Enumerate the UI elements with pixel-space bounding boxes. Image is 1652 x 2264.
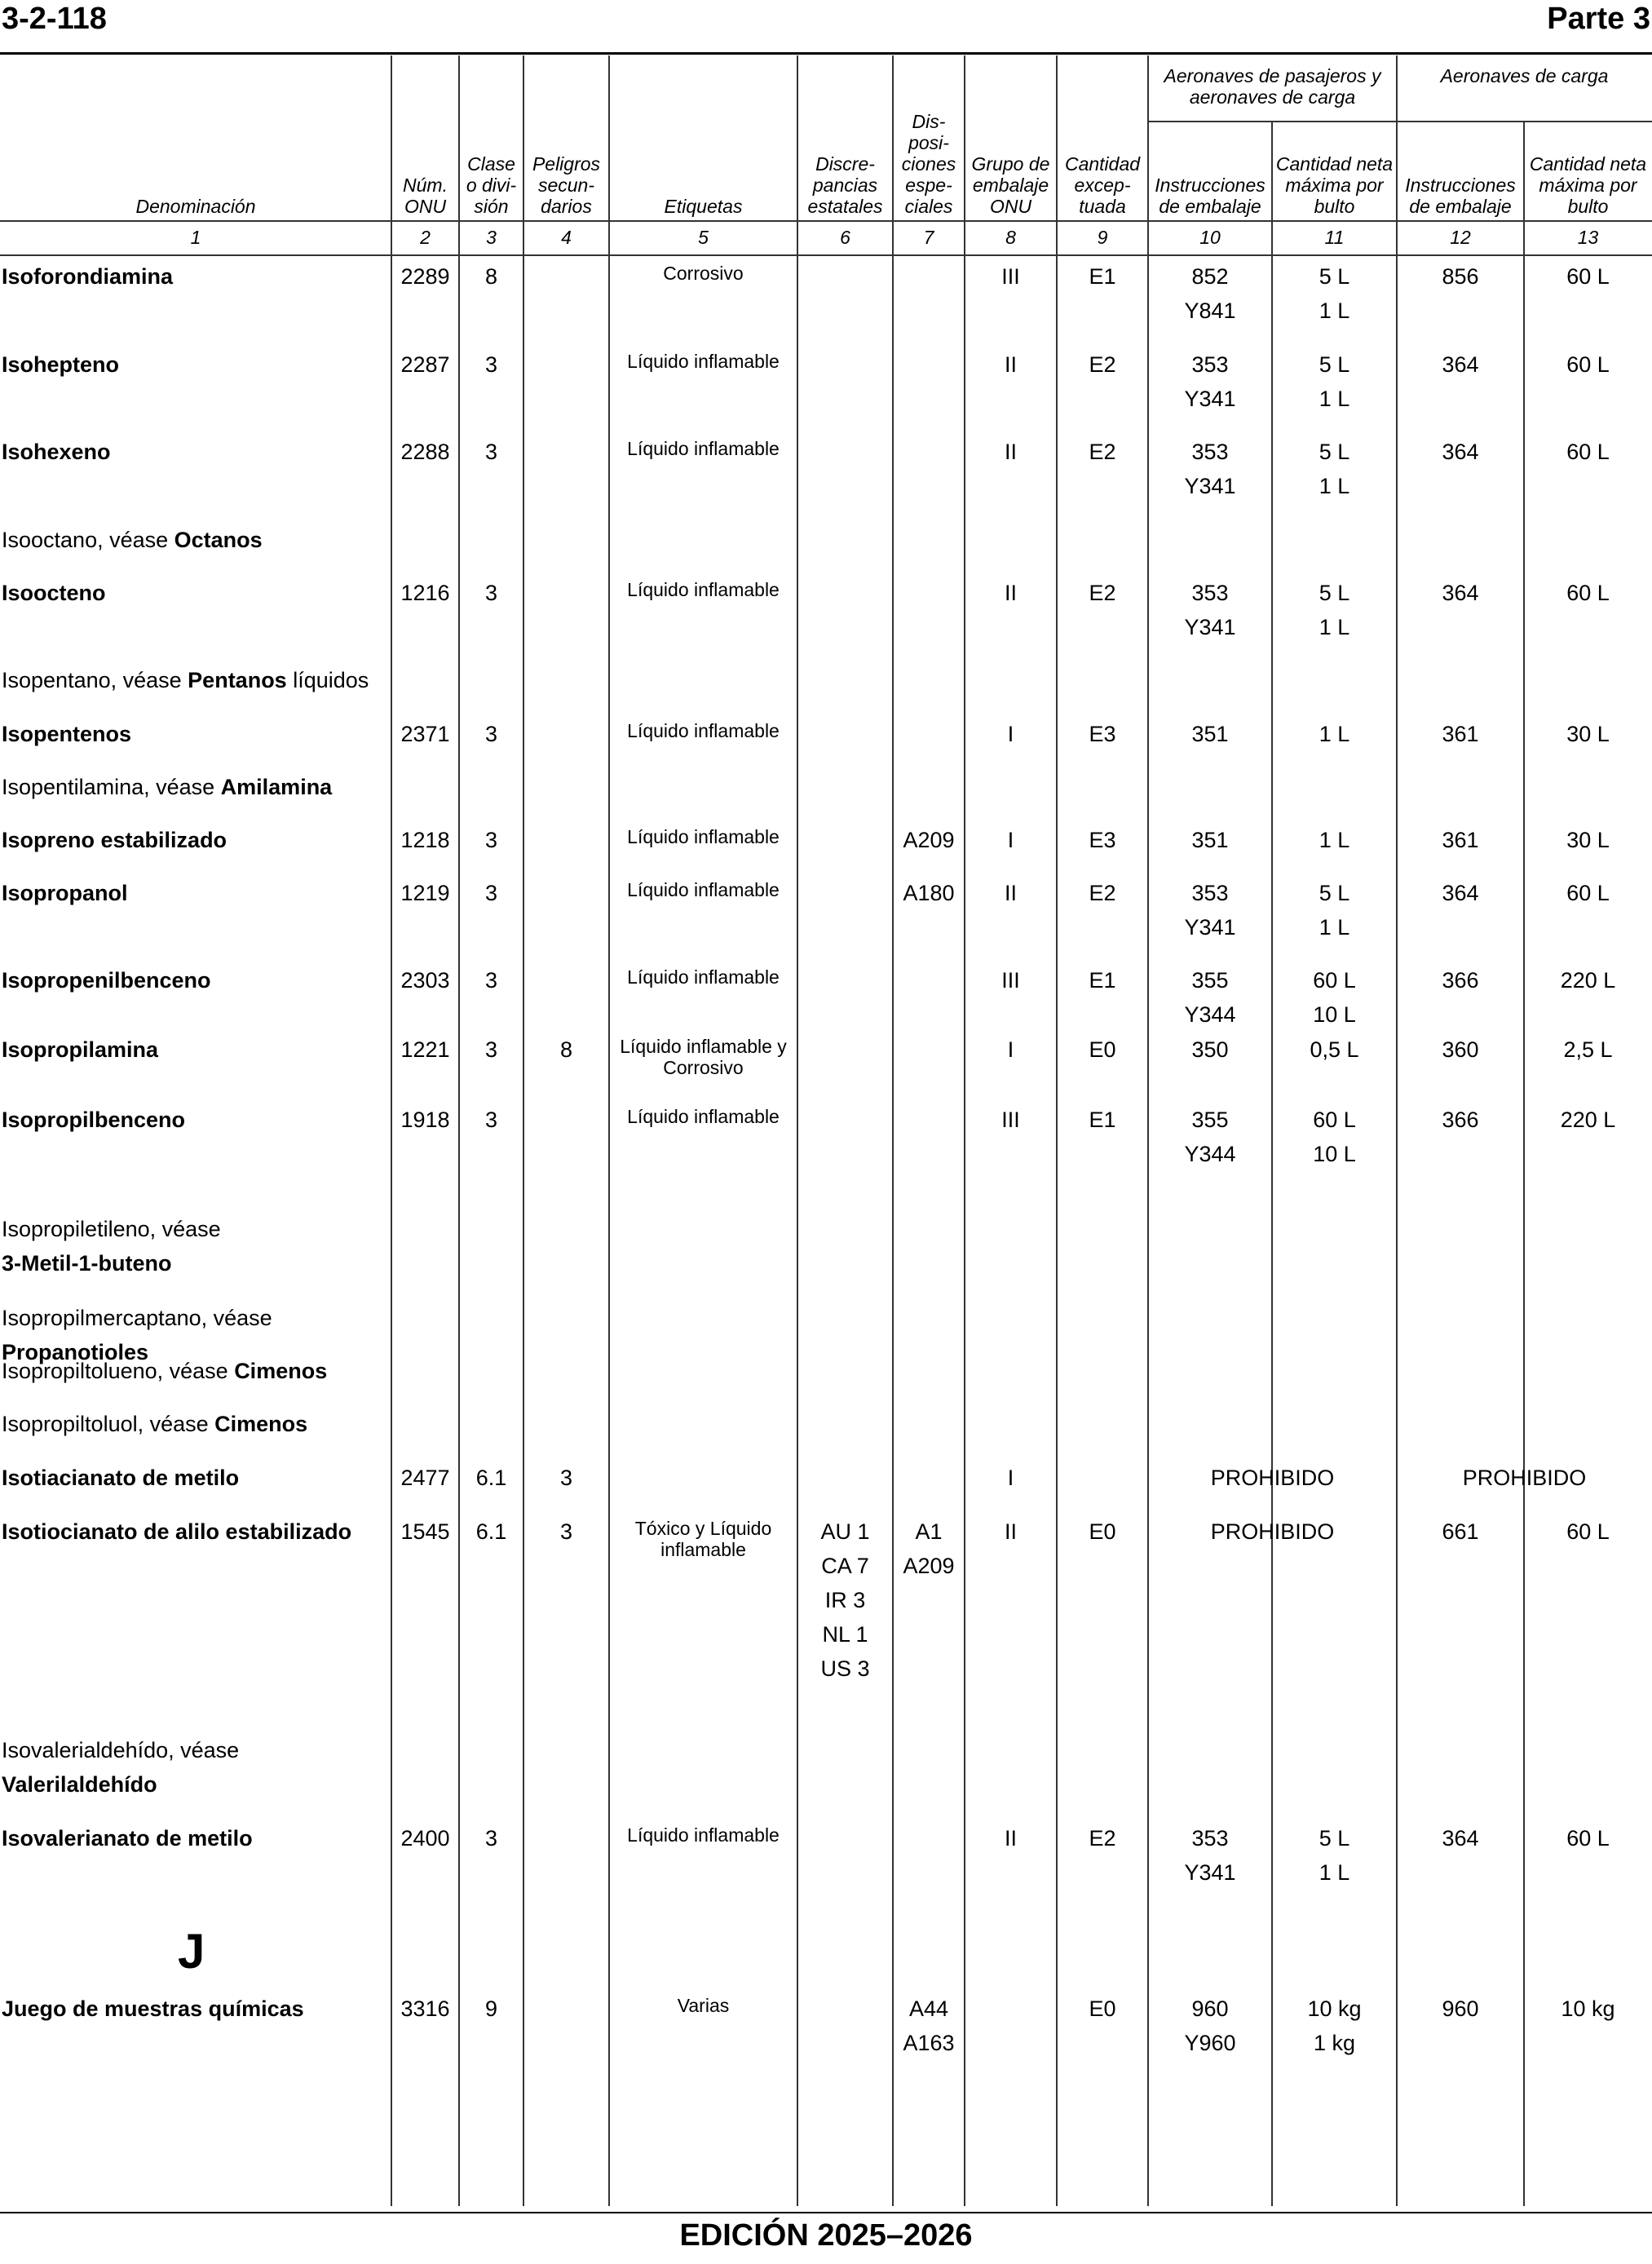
un-number: 1218	[400, 828, 450, 852]
part-title: Parte 3	[1547, 2, 1650, 36]
column-divider	[1147, 55, 1149, 2206]
packing-instruction-passenger: Y841	[1184, 298, 1236, 323]
max-quantity-passenger: 1 L	[1319, 722, 1350, 746]
packing-instruction-passenger: Y344	[1184, 1002, 1236, 1027]
max-quantity-cargo: 60 L	[1566, 881, 1610, 905]
max-quantity-passenger: 1 L	[1319, 615, 1350, 639]
cross-reference-text: Isopropiletileno, véase	[2, 1217, 221, 1241]
column-number: 9	[1097, 227, 1108, 248]
packing-group: I	[1007, 1037, 1014, 1062]
max-quantity-cargo: 30 L	[1566, 828, 1610, 852]
class-division: 3	[484, 722, 498, 746]
packing-instruction-cargo: 960	[1442, 1996, 1479, 2021]
excepted-quantity: E1	[1089, 264, 1116, 289]
header-cantidad-exceptuada: Cantidad excep- tuada	[1064, 153, 1141, 217]
cross-reference-target: Valerilaldehído	[2, 1772, 157, 1797]
column-divider	[608, 55, 610, 2206]
un-number: 1918	[400, 1108, 450, 1132]
column-number: 6	[840, 227, 850, 248]
max-quantity-passenger: 5 L	[1319, 881, 1350, 905]
column-number: 1	[190, 227, 201, 248]
class-division: 3	[484, 1826, 498, 1851]
packing-instruction-cargo: 366	[1442, 1108, 1479, 1132]
cross-reference	[2, 663, 980, 697]
column-number: 13	[1577, 227, 1599, 248]
un-number: 1545	[400, 1519, 450, 1544]
column-number: 11	[1324, 227, 1345, 248]
header-bottom-line	[0, 220, 1652, 222]
excepted-quantity: E3	[1089, 828, 1116, 852]
special-provision: A1	[915, 1519, 943, 1544]
hazard-labels: Líquido inflamable	[627, 879, 780, 900]
un-number: 1216	[400, 581, 450, 605]
entry-name: Isohepteno	[2, 352, 120, 377]
max-quantity-passenger: 5 L	[1319, 440, 1350, 464]
packing-instruction-cargo: 364	[1442, 881, 1479, 905]
excepted-quantity: E2	[1089, 581, 1116, 605]
max-quantity-passenger: 5 L	[1319, 1826, 1350, 1851]
packing-instruction-passenger: 355	[1191, 968, 1229, 993]
excepted-quantity: E2	[1089, 1826, 1116, 1851]
entry-name: Isotiacianato de metilo	[2, 1466, 240, 1490]
group-header-passenger: Aeronaves de pasajeros y aeronaves de carga	[1164, 65, 1381, 108]
excepted-quantity: E0	[1089, 1996, 1116, 2021]
header-num-onu: Núm. ONU	[403, 175, 448, 217]
packing-instruction-cargo: 360	[1442, 1037, 1479, 1062]
entry-name: Isoforondiamina	[2, 264, 174, 289]
packing-instruction-passenger: Y960	[1184, 2031, 1236, 2055]
state-variation: US 3	[820, 1656, 870, 1681]
max-quantity-cargo: 220 L	[1560, 1108, 1616, 1132]
header-cantidad-cargo: Cantidad neta máxima por bulto	[1529, 153, 1647, 217]
cross-reference-target: Octanos	[174, 528, 263, 552]
column-divider	[797, 55, 798, 2206]
excepted-quantity: E3	[1089, 722, 1116, 746]
special-provision: A180	[903, 881, 955, 905]
header-etiquetas: Etiquetas	[664, 196, 743, 217]
header-peligros: Peligros secun- darios	[532, 153, 601, 217]
packing-group: II	[1004, 581, 1017, 605]
excepted-quantity: E2	[1089, 440, 1116, 464]
special-provision: A209	[903, 828, 955, 852]
subsidiary-hazard: 3	[559, 1519, 573, 1544]
page-header	[0, 0, 1652, 54]
cross-reference	[2, 523, 980, 557]
packing-instruction-passenger: 351	[1191, 722, 1229, 746]
max-quantity-passenger: 10 kg	[1307, 1996, 1362, 2021]
packing-instruction-passenger: 351	[1191, 828, 1229, 852]
max-quantity-cargo: 2,5 L	[1563, 1037, 1613, 1062]
state-variation: IR 3	[824, 1588, 866, 1612]
column-divider	[1396, 55, 1398, 2206]
packing-group: I	[1007, 1466, 1014, 1490]
packing-instruction-cargo: 364	[1442, 1826, 1479, 1851]
packing-instruction-cargo: 661	[1442, 1519, 1479, 1544]
packing-instruction-cargo: 361	[1442, 722, 1479, 746]
entry-name: Isopropenilbenceno	[2, 968, 211, 993]
column-divider	[892, 55, 894, 2206]
entry-name: Isoocteno	[2, 581, 106, 605]
entry-name: Isovalerianato de metilo	[2, 1826, 253, 1851]
cross-reference-text: Isooctano, véase	[2, 528, 174, 552]
excepted-quantity: E0	[1089, 1519, 1116, 1544]
state-variation: CA 7	[821, 1554, 869, 1578]
cross-reference-target: Propanotioles	[2, 1340, 149, 1364]
cross-reference-text: Isopropiltolueno, véase	[2, 1359, 235, 1383]
excepted-quantity: E2	[1089, 352, 1116, 377]
class-division: 6.1	[475, 1519, 507, 1544]
cross-reference-target: Amilamina	[220, 775, 333, 799]
cross-reference-text: Isopentilamina, véase	[2, 775, 221, 799]
max-quantity-passenger: 1 L	[1319, 1860, 1350, 1885]
max-quantity-cargo: 60 L	[1566, 440, 1610, 464]
packing-instruction-cargo: 364	[1442, 581, 1479, 605]
cross-reference	[2, 1407, 980, 1441]
cross-reference-text: Isovalerialdehído, véase	[2, 1738, 240, 1762]
class-division: 3	[484, 1037, 498, 1062]
max-quantity-passenger: 1 kg	[1313, 2031, 1356, 2055]
entry-name: Isopropilamina	[2, 1037, 159, 1062]
class-division: 3	[484, 828, 498, 852]
edition-footer: EDICIÓN 2025–2026	[679, 2218, 973, 2253]
header-rule	[0, 52, 1652, 55]
header-cantidad-pax: Cantidad neta máxima por bulto	[1275, 153, 1394, 217]
packing-group: II	[1004, 881, 1017, 905]
packing-instruction-passenger: Y344	[1184, 1142, 1236, 1166]
column-number-line	[0, 254, 1652, 256]
un-number: 1221	[400, 1037, 450, 1062]
state-variation: AU 1	[820, 1519, 870, 1544]
packing-instruction-passenger: Y341	[1184, 1860, 1236, 1885]
page-number: 3-2-118	[2, 2, 107, 36]
column-divider	[458, 55, 460, 2206]
hazard-labels: Varias	[677, 1995, 730, 2016]
max-quantity-cargo: 60 L	[1566, 264, 1610, 289]
entry-name: Isotiocianato de alilo estabilizado	[2, 1519, 352, 1544]
max-quantity-passenger: 1 L	[1319, 298, 1350, 323]
max-quantity-cargo: 60 L	[1566, 1519, 1610, 1544]
un-number: 2288	[400, 440, 450, 464]
packing-instruction-passenger: 355	[1191, 1108, 1229, 1132]
packing-instruction-passenger: Y341	[1184, 615, 1236, 639]
excepted-quantity: E2	[1089, 881, 1116, 905]
packing-group: III	[1001, 264, 1020, 289]
cross-reference-text: Isopentano, véase	[2, 668, 188, 692]
un-number: 1219	[400, 881, 450, 905]
cross-reference-target: Cimenos	[234, 1359, 328, 1383]
max-quantity-passenger: 1 L	[1319, 387, 1350, 411]
packing-group: III	[1001, 968, 1020, 993]
class-division: 8	[484, 264, 498, 289]
packing-instruction-cargo: 856	[1442, 264, 1479, 289]
column-number: 5	[698, 227, 709, 248]
hazard-labels: Líquido inflamable	[627, 720, 780, 741]
hazard-labels: Corrosivo	[663, 263, 744, 284]
un-number: 2287	[400, 352, 450, 377]
max-quantity-cargo: 30 L	[1566, 722, 1610, 746]
hazard-labels: Líquido inflamable	[627, 1824, 780, 1846]
un-number: 2371	[400, 722, 450, 746]
section-letter: J	[178, 1924, 205, 1979]
prohibited-cargo: PROHIBIDO	[1462, 1466, 1587, 1490]
packing-group: III	[1001, 1108, 1020, 1132]
packing-instruction-cargo: 364	[1442, 352, 1479, 377]
cross-reference	[2, 770, 980, 804]
hazard-labels: Líquido inflamable	[627, 966, 780, 988]
subsidiary-hazard: 8	[559, 1037, 573, 1062]
column-divider	[1523, 121, 1525, 2206]
packing-instruction-cargo: 364	[1442, 440, 1479, 464]
max-quantity-passenger: 5 L	[1319, 264, 1350, 289]
header-disposiciones: Dis- posi- ciones espe- ciales	[901, 111, 956, 217]
hazard-labels: Líquido inflamable y Corrosivo	[620, 1036, 787, 1078]
group-header-cargo: Aeronaves de carga	[1440, 65, 1609, 86]
un-number: 2289	[400, 264, 450, 289]
column-number: 10	[1199, 227, 1221, 248]
column-divider	[523, 55, 524, 2206]
packing-group: II	[1004, 440, 1017, 464]
header-discrepancias: Discre- pancias estatales	[807, 153, 883, 217]
header-grupo-embalaje: Grupo de embalaje ONU	[971, 153, 1050, 217]
packing-instruction-passenger: 353	[1191, 440, 1229, 464]
max-quantity-passenger: 60 L	[1313, 1108, 1356, 1132]
max-quantity-passenger: 5 L	[1319, 581, 1350, 605]
special-provision: A209	[903, 1554, 955, 1578]
column-number: 4	[561, 227, 572, 248]
entry-name: Isopropilbenceno	[2, 1108, 186, 1132]
class-division: 3	[484, 581, 498, 605]
prohibited-passenger: PROHIBIDO	[1210, 1466, 1335, 1490]
packing-instruction-passenger: 353	[1191, 352, 1229, 377]
subsidiary-hazard: 3	[559, 1466, 573, 1490]
packing-instruction-passenger: Y341	[1184, 474, 1236, 498]
packing-instruction-passenger: 852	[1191, 264, 1229, 289]
header-instrucciones-pax: Instrucciones de embalaje	[1155, 175, 1266, 217]
entry-name: Isopentenos	[2, 722, 132, 746]
hazard-labels: Líquido inflamable	[627, 438, 780, 459]
column-number: 7	[923, 227, 934, 248]
column-number: 3	[486, 227, 497, 248]
prohibited-passenger: PROHIBIDO	[1210, 1519, 1335, 1544]
column-divider	[964, 55, 965, 2206]
un-number: 3316	[400, 1996, 450, 2021]
entry-name: Isohexeno	[2, 440, 111, 464]
entry-name: Juego de muestras químicas	[2, 1996, 304, 2021]
hazard-labels: Líquido inflamable	[627, 579, 780, 600]
packing-instruction-cargo: 361	[1442, 828, 1479, 852]
packing-instruction-passenger: 353	[1191, 581, 1229, 605]
group-header-divider	[1148, 121, 1652, 122]
max-quantity-cargo: 60 L	[1566, 1826, 1610, 1851]
max-quantity-cargo: 220 L	[1560, 968, 1616, 993]
class-division: 3	[484, 440, 498, 464]
cross-reference-suffix: líquidos	[286, 668, 369, 692]
hazard-labels: Líquido inflamable	[627, 1106, 780, 1127]
packing-group: II	[1004, 1519, 1017, 1544]
column-number: 8	[1005, 227, 1016, 248]
class-division: 9	[484, 1996, 498, 2021]
class-division: 3	[484, 1108, 498, 1132]
packing-instruction-passenger: 350	[1191, 1037, 1229, 1062]
entry-name: Isopreno estabilizado	[2, 828, 227, 852]
excepted-quantity: E0	[1089, 1037, 1116, 1062]
hazard-labels: Líquido inflamable	[627, 351, 780, 372]
excepted-quantity: E1	[1089, 968, 1116, 993]
hazard-labels: Líquido inflamable	[627, 826, 780, 847]
state-variation: NL 1	[822, 1622, 868, 1647]
max-quantity-passenger: 60 L	[1313, 968, 1356, 993]
special-provision: A163	[903, 2031, 955, 2055]
max-quantity-cargo: 10 kg	[1561, 1996, 1615, 2021]
max-quantity-passenger: 1 L	[1319, 474, 1350, 498]
max-quantity-passenger: 0,5 L	[1310, 1037, 1359, 1062]
packing-group: II	[1004, 352, 1017, 377]
cross-reference-text: Isopropilmercaptano, véase	[2, 1306, 272, 1330]
header-denominacion: Denominación	[135, 196, 256, 217]
max-quantity-cargo: 60 L	[1566, 352, 1610, 377]
special-provision: A44	[908, 1996, 949, 2021]
max-quantity-passenger: 1 L	[1319, 915, 1350, 940]
class-division: 3	[484, 881, 498, 905]
class-division: 6.1	[475, 1466, 507, 1490]
packing-instruction-passenger: Y341	[1184, 387, 1236, 411]
packing-group: II	[1004, 1826, 1017, 1851]
column-divider	[1271, 121, 1273, 2206]
header-clase: Clase o divi- sión	[466, 153, 517, 217]
un-number: 2303	[400, 968, 450, 993]
class-division: 3	[484, 968, 498, 993]
packing-instruction-passenger: 353	[1191, 1826, 1229, 1851]
excepted-quantity: E1	[1089, 1108, 1116, 1132]
un-number: 2400	[400, 1826, 450, 1851]
cross-reference-target: 3-Metil-1-buteno	[2, 1251, 172, 1276]
cross-reference	[2, 1354, 980, 1388]
class-division: 3	[484, 352, 498, 377]
max-quantity-passenger: 10 L	[1313, 1142, 1356, 1166]
header-instrucciones-cargo: Instrucciones de embalaje	[1405, 175, 1516, 217]
packing-instruction-passenger: 960	[1191, 1996, 1229, 2021]
cross-reference-target: Cimenos	[214, 1412, 308, 1436]
packing-group: I	[1007, 828, 1014, 852]
packing-instruction-passenger: 353	[1191, 881, 1229, 905]
un-number: 2477	[400, 1466, 450, 1490]
packing-instruction-cargo: 366	[1442, 968, 1479, 993]
entry-name: Isopropanol	[2, 881, 128, 905]
max-quantity-cargo: 60 L	[1566, 581, 1610, 605]
column-number: 12	[1450, 227, 1471, 248]
packing-group: I	[1007, 722, 1014, 746]
max-quantity-passenger: 10 L	[1313, 1002, 1356, 1027]
max-quantity-passenger: 1 L	[1319, 828, 1350, 852]
column-number: 2	[420, 227, 431, 248]
hazard-labels: Tóxico y Líquido inflamable	[634, 1518, 772, 1560]
footer-rule	[0, 2212, 1652, 2213]
column-divider	[1056, 55, 1058, 2206]
max-quantity-passenger: 5 L	[1319, 352, 1350, 377]
packing-instruction-passenger: Y341	[1184, 915, 1236, 940]
cross-reference-target: Pentanos	[188, 668, 287, 692]
cross-reference-text: Isopropiltoluol, véase	[2, 1412, 215, 1436]
